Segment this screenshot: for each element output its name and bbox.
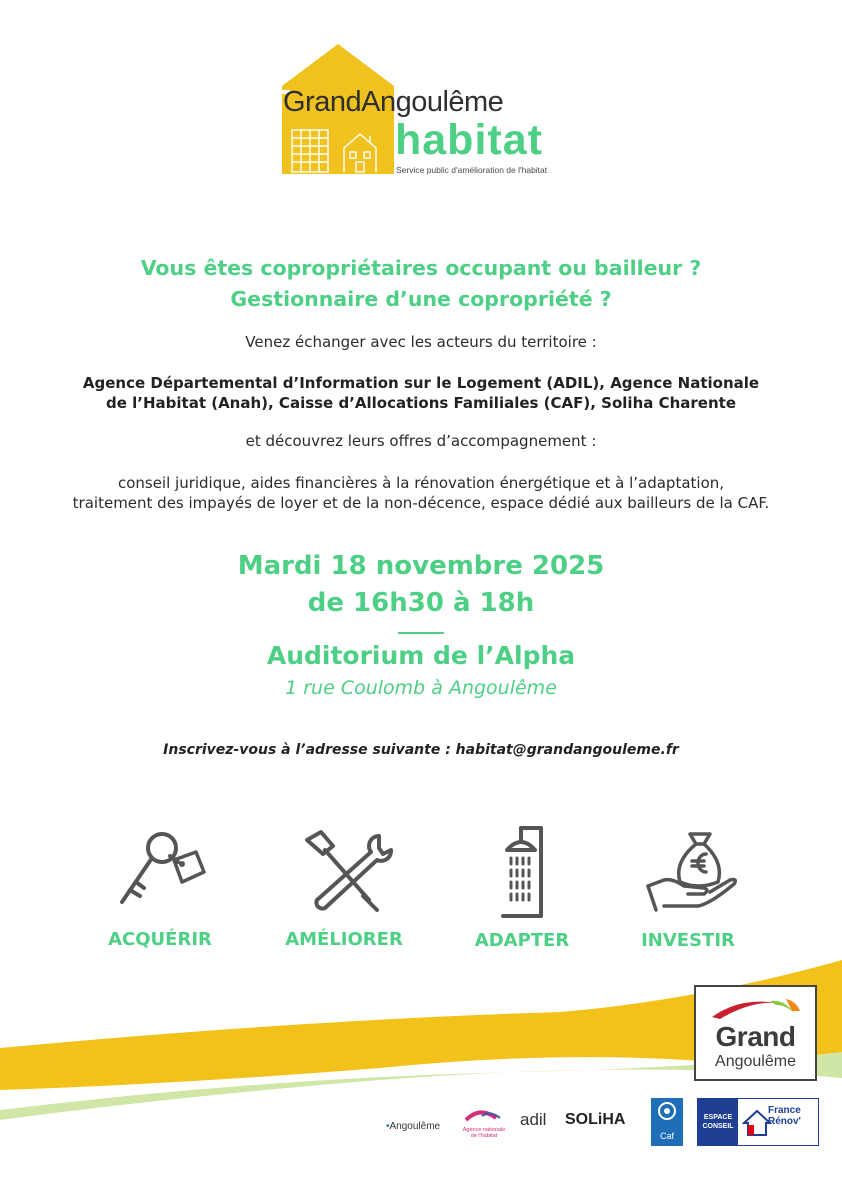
logo-title: GrandAngoulême <box>283 86 504 118</box>
anah-logo: Agence nationale de l'habitat <box>462 1108 506 1139</box>
discover-text: et découvrez leurs offres d’accompagnement : <box>245 432 597 450</box>
ga-swoosh-icon <box>710 993 802 1021</box>
theme-ameliorer: AMÉLIORER <box>285 929 403 950</box>
logo-habitat: habitat <box>395 116 543 164</box>
money-bag-hand-icon <box>638 826 758 926</box>
tools-icon <box>293 826 413 926</box>
event-date: Mardi 18 novembre 2025 <box>237 551 605 581</box>
event-address: 1 rue Coulomb à Angoulême <box>285 677 557 699</box>
event-time: de 16h30 à 18h <box>307 588 535 618</box>
adil-logo: adil <box>520 1110 547 1129</box>
headline-line-1: Vous êtes copropriétaires occupant ou bailleur ? <box>140 256 702 280</box>
caf-logo: Caf <box>651 1098 683 1146</box>
invite-text: Venez échanger avec les acteurs du territoire : <box>245 333 597 351</box>
headline-line-2: Gestionnaire d’une copropriété ? <box>230 287 612 311</box>
theme-adapter: ADAPTER <box>474 930 570 951</box>
offers-line-2: traitement des impayés de loyer et de la non-décence, espace dédié aux bailleurs de la CAF. <box>72 494 770 512</box>
partners-line-2: de l’Habitat (Anah), Caisse d’Allocations Familiales (CAF), Soliha Charente <box>106 394 736 412</box>
offers-line-1: conseil juridique, aides financières à la rénovation énergétique et à l’adaptation, <box>117 474 725 492</box>
caf-star-icon <box>657 1101 677 1121</box>
theme-investir: INVESTIR <box>641 930 735 951</box>
logo-tagline: Service public d'amélioration de l'habitat <box>396 165 548 175</box>
soliha-logo: SOLiHA <box>565 1111 626 1128</box>
ga-grand-text: Grand <box>715 1021 796 1052</box>
separator-line <box>398 632 444 634</box>
angouleme-logo: •Angoulême <box>386 1121 441 1132</box>
grandangouleme-logo <box>694 985 817 1081</box>
partners-line-1: Agence Départemental d’Information sur le Logement (ADIL), Agence Nationale <box>82 374 760 392</box>
ga-angouleme-text: Angoulême <box>715 1053 796 1070</box>
event-venue: Auditorium de l’Alpha <box>266 641 576 670</box>
key-icon <box>112 826 232 926</box>
france-renov-logo: ESPACE CONSEIL France Rénov' <box>697 1098 819 1146</box>
theme-acquerir: ACQUÉRIR <box>108 929 212 950</box>
anah-mark-icon <box>462 1108 502 1122</box>
shower-icon <box>463 824 583 924</box>
signup-text: Inscrivez-vous à l’adresse suivante : habitat@grandangouleme.fr <box>163 742 679 758</box>
